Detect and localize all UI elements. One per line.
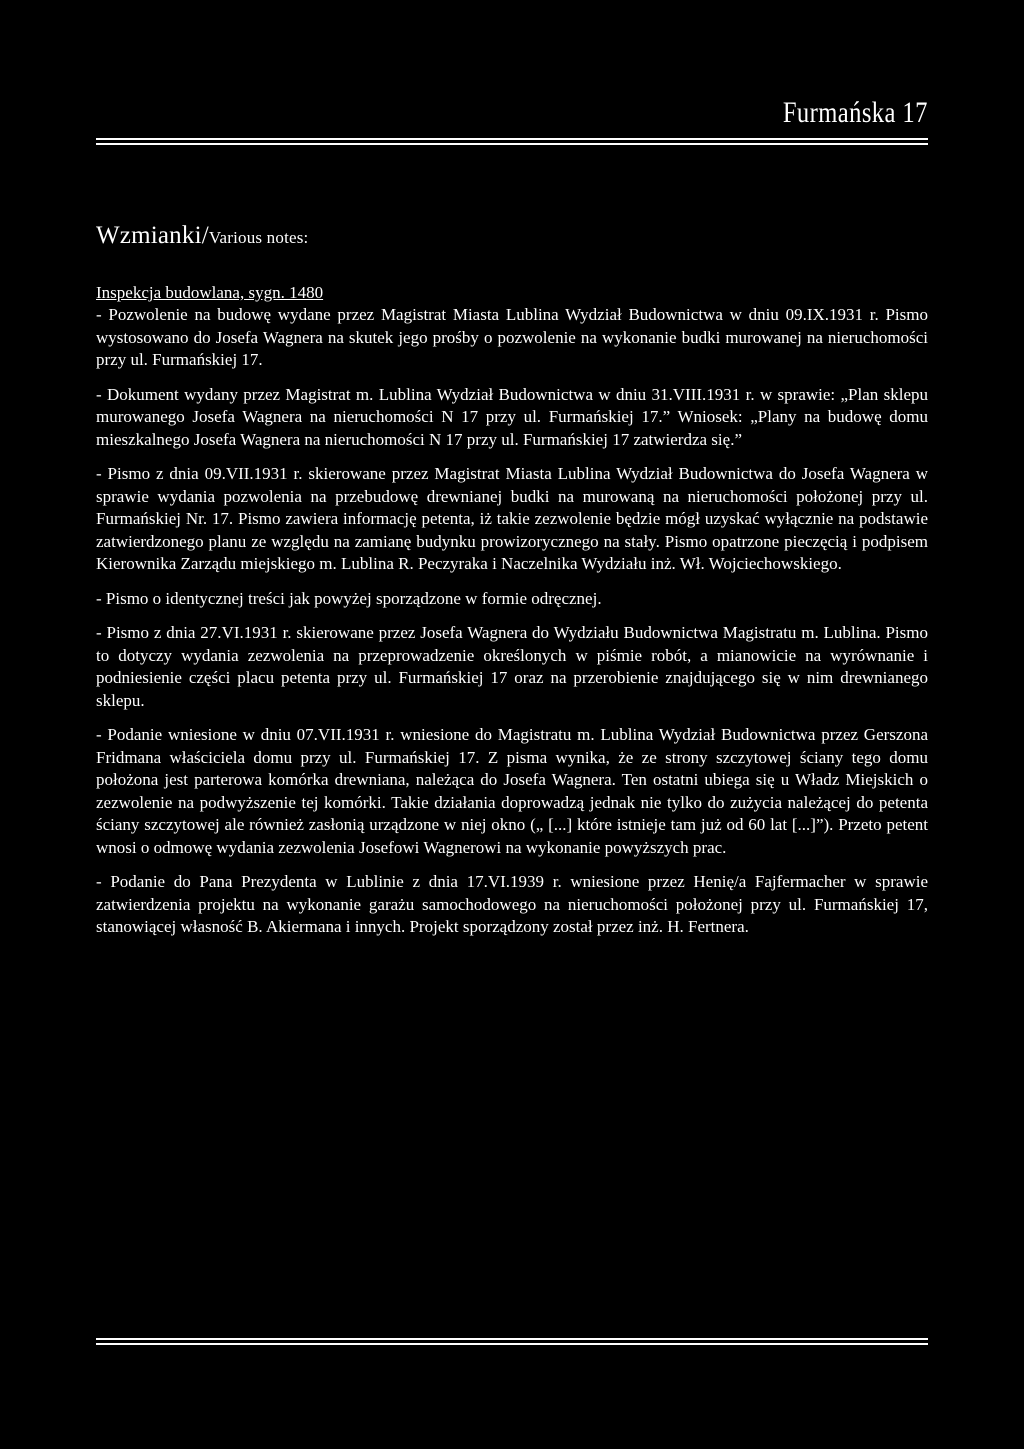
entry-3: - Pismo z dnia 09.VII.1931 r. skierowane przez Magistrat Miasta Lublina Wydział Budownictwa do Josefa Wagnera w sprawie wydania pozwolenia na przebudowę drewnianej budki na murowaną na nieruchomości położonej przy ul. Furmańskiej Nr. 17. Pismo zawiera informację petenta, iż takie zezwolenie będzie mógł uzyskać wyłącznie na podstawie zatwierdzonego planu ze względu na zamianę budynku prowizorycznego na stały. Pismo opatrzone pieczęcią i podpisem Kierownika Zarządu miejskiego m. Lublina R. Peczyraka i Naczelnika Wydziału inż. Wł. Wojciechowskiego. — [96, 464, 928, 573]
source-reference: Inspekcja budowlana, sygn. 1480 — [96, 283, 324, 302]
entry-4: - Pismo o identycznej treści jak powyżej sporządzone w formie odręcznej. — [96, 588, 602, 608]
entry-7: - Podanie do Pana Prezydenta w Lublinie z dnia 17.VI.1939 r. wniesione przez Henię/a Fajfermacher w sprawie zatwierdzenia projektu na wykonanie garażu samochodowego na nieruchomości położonej przy ul. Furmańskiej 17, stanowiącej własność B. Akiermana i innych. Projekt sporządzony został przez inż. H. Fertnera. — [96, 872, 928, 936]
entry-6: - Podanie wniesione w dniu 07.VII.1931 r. wniesione do Magistratu m. Lublina Wydział Budownictwa przez Gerszona Fridmana właściciela domu przy ul. Furmańskiej 17. Z pisma wynika, że ze strony szczytowej ściany tego domu położona jest parterowa komórka drewniana, należąca do Josefa Wagnera. Ten ostatni ubiega się u Władz Miejskich o zezwolenie na podwyższenie tej komórki. Takie działania doprowadzą jednak nie tylko do zużycia należącej do petenta ściany szczytowej ale również zasłonią urządzone w niej okno („ [...] które istnieje tam już od 60 lat [...]”). Przeto petent wnosi o odmowę wydania zezwolenia Josefowi Wagnerowi na wykonanie powyższych prac. — [96, 725, 928, 857]
header-rule — [96, 138, 928, 145]
document-body — [96, 222, 928, 951]
section-title — [96, 222, 928, 250]
section-title-sub: Various notes: — [208, 228, 309, 247]
page-header-title: Furmańska 17 — [783, 96, 928, 129]
section-title-main: Wzmianki/ — [96, 222, 209, 249]
footer-rule — [96, 1338, 928, 1345]
entry-2: - Dokument wydany przez Magistrat m. Lublina Wydział Budownictwa w dniu 31.VIII.1931 r. w sprawie: „Plan sklepu murowanego Josefa Wagnera na nieruchomości N 17 przy ul. Furmańskiej 17.” Wniosek: „Plany na budowę domu mieszkalnego Josefa Wagnera na nieruchomości N 17 przy ul. Furmańskiej 17 zatwierdza się.” — [96, 384, 928, 449]
entry-1: - Pozwolenie na budowę wydane przez Magistrat Miasta Lublina Wydział Budownictwa w dniu 09.IX.1931 r. Pismo wystosowano do Josefa Wagnera na skutek jego prośby o pozwolenie na wykonanie budki murowanej na nieruchomości przy ul. Furmańskiej 17. — [96, 305, 928, 369]
entry-5: - Pismo z dnia 27.VI.1931 r. skierowane przez Josefa Wagnera do Wydziału Budownictwa Magistratu m. Lublina. Pismo to dotyczy wydania zezwolenia na przeprowadzenie określonych w piśmie robót, a mianowicie na wyrównanie i podniesienie części placu petenta przy ul. Furmańskiej 17 oraz na przerobienie znajdującego się w nim drewnianego sklepu. — [96, 623, 928, 710]
